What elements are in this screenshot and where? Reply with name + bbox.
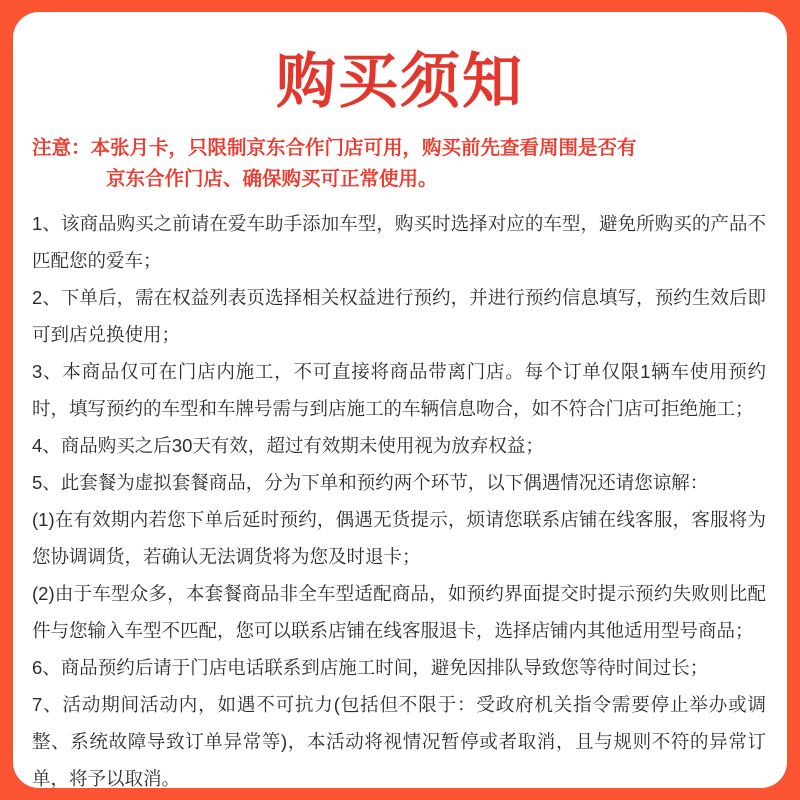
notice-item: 2、下单后，需在权益列表页选择相关权益进行预约，并进行预约信息填写，预约生效后即可到店兑换使用； — [32, 287, 766, 345]
notice-item: 7、活动期间活动内，如遇不可抗力(包括但不限于：受政府机关指令需要停止举办或调整、系统故障导致订单异常等)，本活动将视情况暂停或者取消，且与规则不符的异常订单，将予以取消。 — [32, 694, 766, 788]
page-title: 购买须知 — [276, 48, 524, 115]
notice-item: 1、该商品购买之前请在爱车助手添加车型，购买时选择对应的车型，避免所购买的产品不匹配您的爱车； — [32, 213, 766, 271]
page-title-container — [13, 12, 787, 113]
notice-item-list — [13, 195, 787, 788]
notice-item: 3、本商品仅可在门店内施工，不可直接将商品带离门店。每个订单仅限1辆车使用预约时，填写预约的车型和车牌号需与到店施工的车辆信息吻合，如不符合门店可拒绝施工； — [32, 361, 766, 419]
notice-item: 6、商品预约后请于门店电话联系到店施工时间，避免因排队导致您等待时间过长； — [32, 657, 709, 678]
warning-line-1: 注意：本张月卡，只限制京东合作门店可用，购买前先查看周围是否有 — [32, 137, 637, 159]
notice-card — [13, 12, 787, 788]
notice-item: 5、此套餐为虚拟套餐商品，分为下单和预约两个环节，以下偶遇情况还请您谅解： — [32, 472, 709, 493]
notice-item: 4、商品购买之后30天有效，超过有效期未使用视为放弃权益； — [32, 435, 544, 456]
notice-sub-item: (2)由于车型众多，本套餐商品非全车型适配商品，如预约界面提交时提示预约失败则比配件与您输入车型不匹配，您可以联系店铺在线客服退卡，选择店铺内其他适用型号商品； — [32, 583, 766, 641]
warning-line-2: 京东合作门店、确保购买可正常使用。 — [106, 168, 438, 190]
warning-notice — [13, 113, 787, 195]
notice-sub-item: (1)在有效期内若您下单后延时预约，偶遇无货提示，烦请您联系店铺在线客服，客服将为您协调调货，若确认无法调货将为您及时退卡； — [32, 509, 766, 567]
